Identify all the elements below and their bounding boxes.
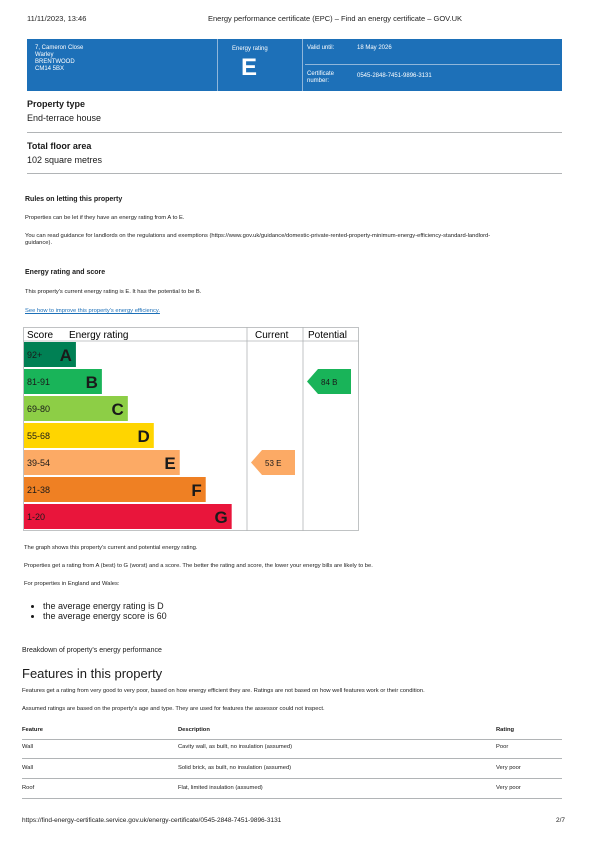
valid-until-value: 18 May 2026 <box>357 45 392 51</box>
divider <box>27 173 562 174</box>
energy-rating-chart <box>23 327 360 532</box>
address-line: CM14 5BX <box>35 66 65 72</box>
print-footer-url: https://find-energy-certificate.service.gov.uk/energy-certificate/0545-2848-7451-9896-3131 <box>22 817 282 824</box>
floor-area-value: 102 square metres <box>27 155 103 165</box>
feature-cell: Wall <box>22 765 34 771</box>
energy-rating-heading: Energy rating and score <box>25 269 106 276</box>
certificate-number-label <box>307 71 334 85</box>
band-score-range: 1-20 <box>27 512 46 522</box>
assumed-ratings-paragraph: Assumed ratings are based on the property's age and type. They are used for features the assessor could not inspect. <box>22 706 325 712</box>
property-type-value: End-terrace house <box>27 113 102 123</box>
feature-cell: Roof <box>22 785 35 791</box>
list-item: • the average energy rating is D <box>43 601 167 611</box>
divider <box>305 64 560 65</box>
address-line: 7, Cameron Close <box>35 45 84 51</box>
band-letter: A <box>59 346 72 365</box>
list-item: • the average energy score is 60 <box>43 611 167 621</box>
divider <box>27 132 562 133</box>
divider <box>217 39 218 91</box>
rating-cell: Very poor <box>496 785 521 791</box>
divider <box>22 778 562 779</box>
rules-paragraph: Properties can be let if they have an energy rating from A to E. <box>25 215 185 221</box>
breakdown-heading: Breakdown of property's energy performance <box>22 647 162 654</box>
print-page-title: Energy performance certificate (EPC) – Find an energy certificate – GOV.UK <box>208 14 463 23</box>
rating-cell: Poor <box>496 744 509 750</box>
band-letter: D <box>137 427 150 446</box>
band-score-range: 55-68 <box>27 431 51 441</box>
rating-band-g <box>24 504 232 529</box>
average-ratings-list <box>25 601 167 621</box>
column-header-rating: Rating <box>496 727 515 733</box>
description-cell: Cavity wall, as built, no insulation (assumed) <box>178 744 293 750</box>
improve-efficiency-link[interactable]: See how to improve this property's energy efficiency. <box>25 308 160 314</box>
rules-heading: Rules on letting this property <box>25 196 123 203</box>
rating-column-header: Energy rating <box>69 330 129 341</box>
print-datetime: 11/11/2023, 13:46 <box>27 14 87 23</box>
column-header-description: Description <box>178 727 210 733</box>
divider <box>302 39 303 91</box>
divider <box>22 758 562 759</box>
divider <box>22 798 562 799</box>
features-heading: Features in this property <box>22 666 163 681</box>
current-rating-label: 53 E <box>265 459 282 468</box>
certificate-label-line: Certificate <box>307 71 335 77</box>
address-line: BRENTWOOD <box>35 59 75 65</box>
potential-column-header: Potential <box>308 330 347 341</box>
floor-area-label: Total floor area <box>27 141 92 151</box>
guidance-text-line: You can read guidance for landlords on the regulations and exemptions (https://www.gov.uk/guidance/domestic-private-rented-property-minimum-energy-efficiency-standard-landlord- <box>25 233 491 239</box>
band-score-range: 39-54 <box>27 458 51 468</box>
description-cell: Solid brick, as built, no insulation (assumed) <box>178 765 292 771</box>
graph-caption: The graph shows this property's current and potential energy rating. <box>24 545 198 551</box>
guidance-text-line: guidance). <box>25 240 53 246</box>
certificate-number-value: 0545-2848-7451-9896-3131 <box>357 73 432 79</box>
rating-cell: Very poor <box>496 765 521 771</box>
energy-rating-value: E <box>241 54 258 81</box>
column-header-feature: Feature <box>22 727 43 733</box>
certificate-summary-banner <box>27 39 562 91</box>
england-wales-intro: For properties in England and Wales: <box>24 581 120 587</box>
features-paragraph: Features get a rating from very good to very poor, based on how energy efficient they are. Ratings are not based on how well features work or their condition. <box>22 688 425 694</box>
feature-cell: Wall <box>22 744 34 750</box>
band-score-range: 92+ <box>27 350 43 360</box>
band-score-range: 69-80 <box>27 404 51 414</box>
band-score-range: 21-38 <box>27 485 51 495</box>
rules-guidance-link[interactable] <box>25 233 565 247</box>
band-letter: C <box>111 400 124 419</box>
band-letter: E <box>164 454 176 473</box>
print-page-number: 2/7 <box>556 817 566 824</box>
address-line: Warley <box>35 52 54 58</box>
description-cell: Flat, limited insulation (assumed) <box>178 785 263 791</box>
property-type-label: Property type <box>27 99 86 109</box>
band-letter: B <box>85 373 98 392</box>
rating-band-f <box>24 477 206 502</box>
valid-until-label: Valid until: <box>307 45 335 51</box>
band-letter: F <box>191 481 202 500</box>
certificate-label-line: number: <box>307 78 330 84</box>
property-address <box>35 45 205 73</box>
divider <box>22 739 562 740</box>
band-score-range: 81-91 <box>27 377 51 387</box>
score-column-header: Score <box>27 330 54 341</box>
current-column-header: Current <box>255 330 289 341</box>
potential-rating-label: 84 B <box>321 378 338 387</box>
rating-explanation: Properties get a rating from A (best) to G (worst) and a score. The better the rating and score, the lower your energy bills are likely to be. <box>24 563 373 569</box>
band-letter: G <box>214 508 228 527</box>
energy-rating-paragraph: This property's current energy rating is E. It has the potential to be B. <box>25 289 202 295</box>
energy-rating-label: Energy rating <box>232 46 268 52</box>
